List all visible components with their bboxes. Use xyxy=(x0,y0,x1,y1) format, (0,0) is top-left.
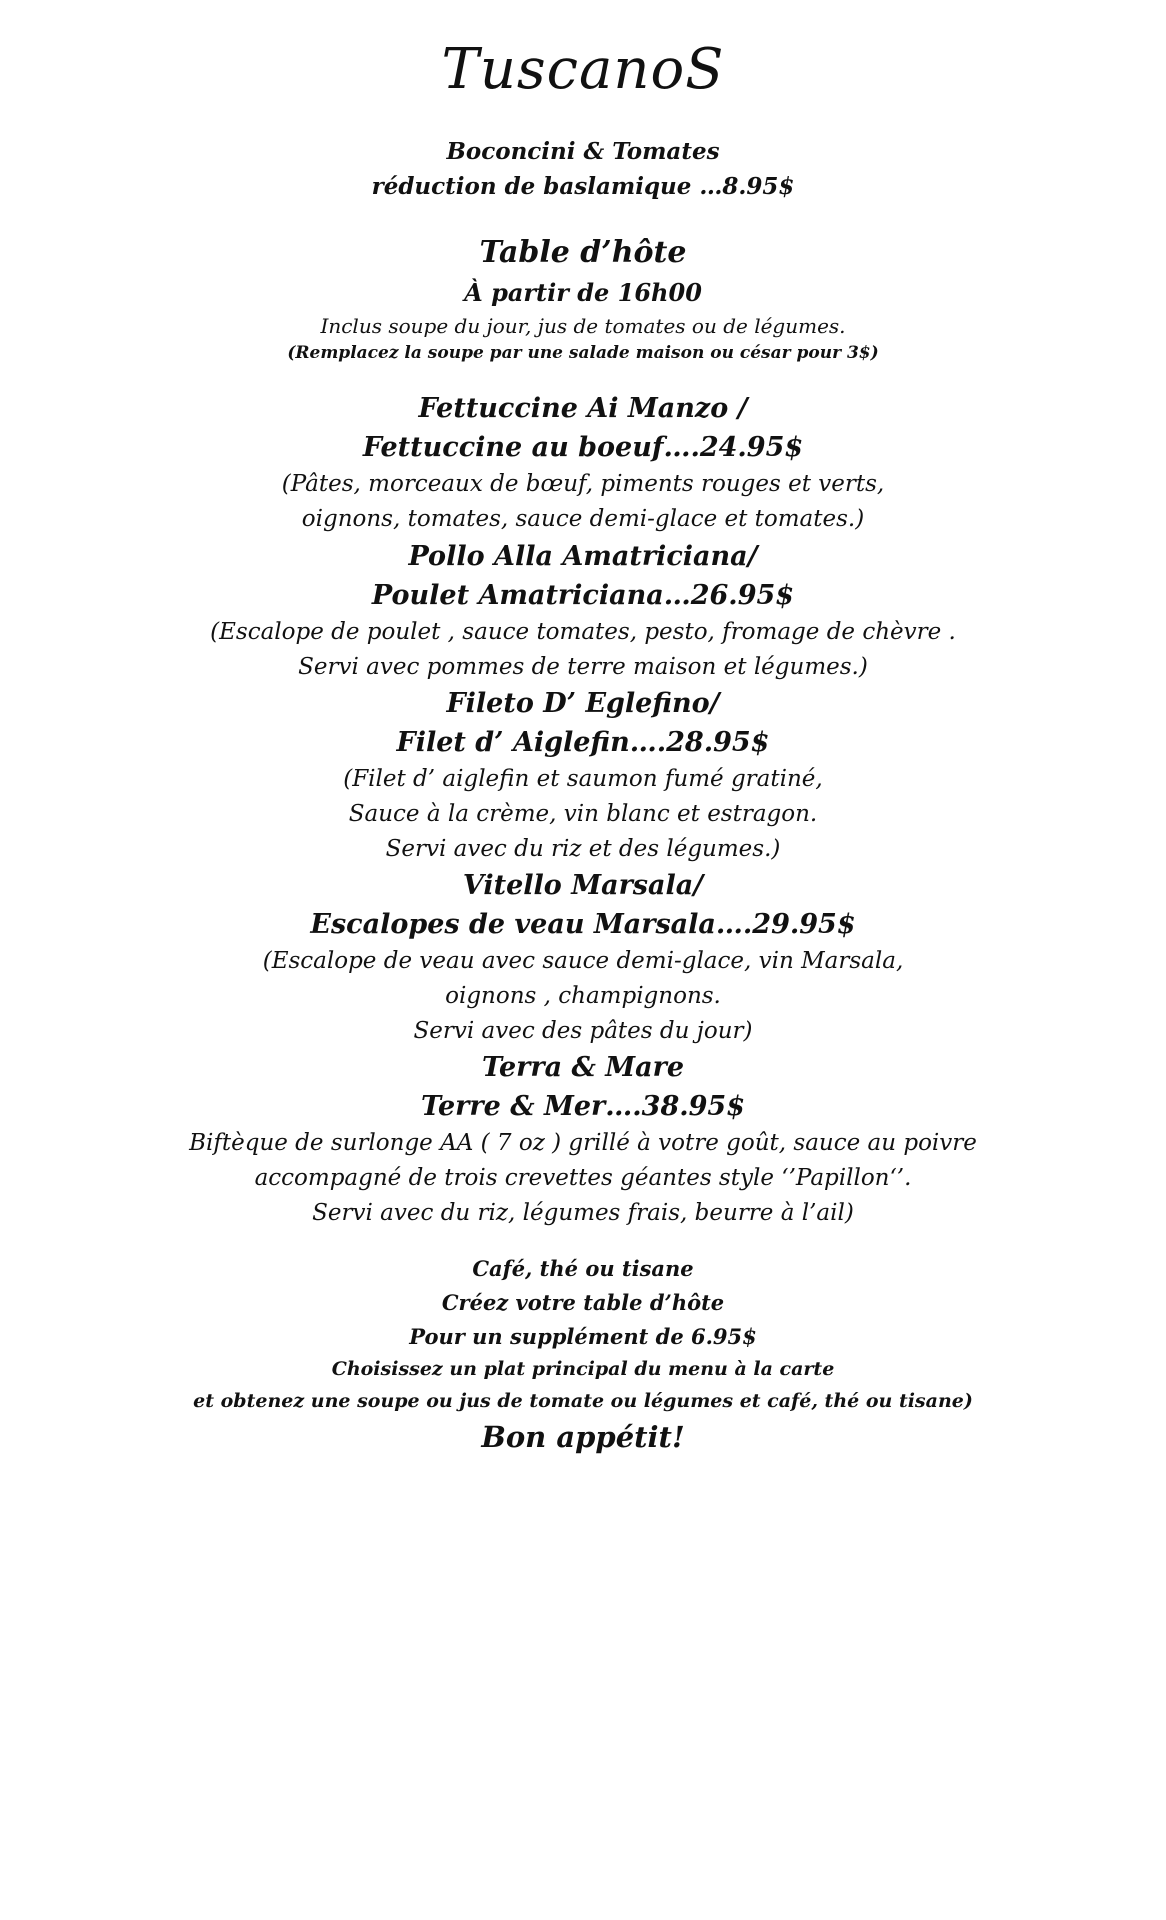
dish-description: (Filet d’ aiglefin et saumon fumé gratiné, xyxy=(343,766,823,792)
dish-description: accompagné de trois crevettes géantes style ‘’Papillon‘’. xyxy=(254,1165,912,1191)
dish-name: Terra & Mare xyxy=(481,1052,685,1083)
table-hote-replace-note: (Remplacez la soupe par une salade maison ou césar pour 3$) xyxy=(287,343,879,363)
dish-name: Fileto D’ Eglefino/ xyxy=(446,688,720,719)
dish-name: Vitello Marsala/ xyxy=(462,870,704,901)
dish-name-price: Poulet Amatriciana…26.95$ xyxy=(371,580,795,611)
bon-appetit: Bon appétit! xyxy=(481,1420,685,1454)
table-hote-includes: Inclus soupe du jour, jus de tomates ou de légumes. xyxy=(320,314,846,338)
footer-beverage: Café, thé ou tisane xyxy=(472,1256,694,1281)
dish-name-price: Filet d’ Aiglefin….28.95$ xyxy=(396,727,770,758)
dish-description: Servi avec pommes de terre maison et légumes.) xyxy=(298,654,868,680)
dish-description: Servi avec des pâtes du jour) xyxy=(413,1018,753,1044)
dish-description: Servi avec du riz et des légumes.) xyxy=(385,836,781,862)
dish-description: Sauce à la crème, vin blanc et estragon. xyxy=(348,801,818,827)
table-hote-heading: Table d’hôte xyxy=(479,235,687,270)
footer-create-table: Créez votre table d’hôte xyxy=(441,1290,725,1315)
dish-description: oignons, tomates, sauce demi-glace et tomates.) xyxy=(301,506,865,532)
dish-name-price: Fettuccine au boeuf….24.95$ xyxy=(362,432,804,463)
dish-description: (Escalope de veau avec sauce demi-glace, vin Marsala, xyxy=(262,948,904,974)
dish-description: Biftèque de surlonge AA ( 7 oz ) grillé à votre goût, sauce au poivre xyxy=(189,1130,977,1156)
footer-obtain: et obtenez une soupe ou jus de tomate ou légumes et café, thé ou tisane) xyxy=(193,1390,973,1412)
starter-price: réduction de baslamique …8.95$ xyxy=(371,173,795,200)
dish-name: Fettuccine Ai Manzo / xyxy=(418,393,748,424)
dish-description: Servi avec du riz, légumes frais, beurre à l’ail) xyxy=(312,1200,854,1226)
dish-name-price: Terre & Mer….38.95$ xyxy=(421,1091,745,1122)
table-hote-hours: À partir de 16h00 xyxy=(464,278,702,307)
footer-supplement: Pour un supplément de 6.95$ xyxy=(409,1324,757,1349)
restaurant-title: TuscanoS xyxy=(441,37,725,102)
dish-description: (Pâtes, morceaux de bœuf, piments rouges et verts, xyxy=(281,471,885,497)
dish-description: (Escalope de poulet , sauce tomates, pesto, fromage de chèvre . xyxy=(210,619,956,645)
dish-name-price: Escalopes de veau Marsala….29.95$ xyxy=(310,909,856,940)
footer-choose: Choisissez un plat principal du menu à la carte xyxy=(331,1358,835,1380)
starter-name: Boconcini & Tomates xyxy=(446,138,720,165)
dish-description: oignons , champignons. xyxy=(445,983,721,1009)
dish-name: Pollo Alla Amatriciana/ xyxy=(408,541,758,572)
